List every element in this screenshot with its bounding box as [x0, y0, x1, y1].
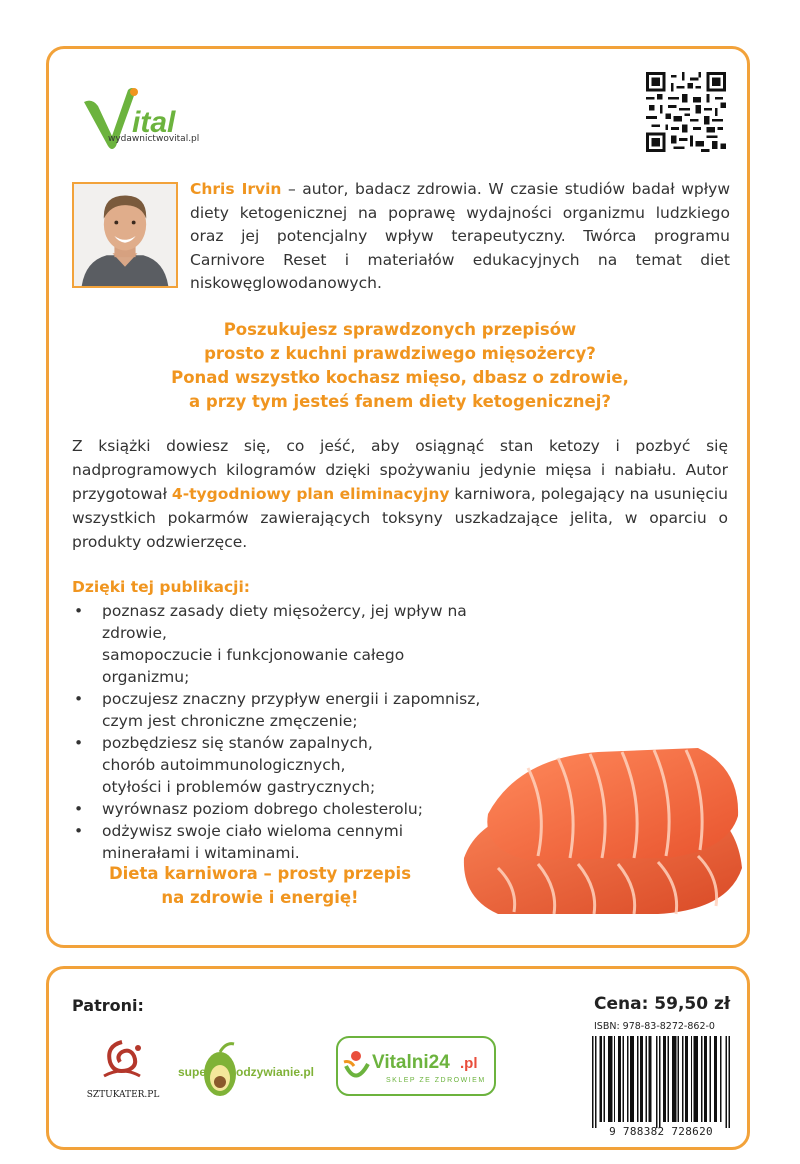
description-highlight: 4-tygodniowy plan eliminacyjny — [171, 485, 450, 503]
closing-line-2: na zdrowie i energię! — [161, 888, 359, 907]
book-description — [72, 434, 728, 554]
benefits-title: Dzięki tej publikacji: — [72, 578, 250, 596]
sztukater-label: SZTUKATER.PL — [86, 1090, 160, 1100]
sponsor2-text-b: odzywianie.pl — [236, 1065, 315, 1079]
description-part-1: Z książki dowiesz się, co jeść, aby osiągnąć stan ketozy i pozbyć się nadprogramowych kilogramów dzięki spożywaniu jedynie mięsa i nabiału. Autor przygotował — [72, 437, 728, 503]
hook-questions — [80, 318, 720, 414]
patrons-label: Patroni: — [72, 996, 144, 1015]
list-item: • poczujesz znaczny przypływ energii i zapomnisz, czym jest chroniczne zmęczenie; — [74, 690, 481, 730]
publisher-url: wydawnictwovital.pl — [108, 134, 200, 144]
author-bio — [190, 178, 730, 296]
hook-line-4: a przy tym jesteś fanem diety ketogenicznej? — [189, 392, 611, 411]
superodzywianie-logo — [178, 1034, 328, 1104]
author-name: Chris Irvin — [190, 180, 282, 198]
hook-line-2: prosto z kuchni prawdziwego mięsożercy? — [204, 344, 596, 363]
description-part-2: karniwora, polegający na usunięciu wszystkich pokarmów zawierających toksyny uszkadzające jelita, w oparciu o produkty odzwierzęce. — [72, 485, 728, 551]
list-item: • pozbędziesz się stanów zapalnych, chorób autoimmunologicznych, otyłości i problemów gastrycznych; — [74, 734, 376, 796]
benefits-list — [72, 600, 492, 864]
closing-slogan — [70, 862, 450, 910]
author-bio-text: – autor, badacz zdrowia. W czasie studiów badał wpływ diety ketogenicznej na poprawę wydajności organizmu ludzkiego oraz jej potencjalny wpływ terapeutyczny. Twórca programu Carnivore Reset i materiałów edukacyjnych na temat diet niskowęglowodanowych. — [190, 180, 730, 292]
closing-line-1: Dieta karniwora – prosty przepis — [108, 864, 412, 883]
barcode-number: 9 788382 728620 — [609, 1125, 713, 1138]
list-item: • wyrównasz poziom dobrego cholesterolu; — [74, 800, 423, 818]
sponsor3-text-a: Vitalni24 — [372, 1052, 450, 1073]
hook-line-3: Ponad wszystko kochasz mięso, dbasz o zdrowie, — [171, 368, 629, 387]
list-item: • poznasz zasady diety mięsożercy, jej wpływ na zdrowie, samopoczucie i funkcjonowanie całego organizmu; — [74, 602, 467, 686]
sponsor3-tagline: SKLEP ZE ZDROWIEM — [386, 1077, 486, 1084]
vitalni24-logo — [336, 1036, 496, 1096]
isbn: ISBN: 978-83-8272-862-0 — [594, 1021, 715, 1032]
hook-line-1: Poszukujesz sprawdzonych przepisów — [223, 320, 577, 339]
list-item: • odżywisz swoje ciało wieloma cennymi minerałami i witaminami. — [74, 822, 404, 862]
sponsor2-text-a: super — [178, 1065, 211, 1079]
barcode — [592, 1036, 730, 1128]
author-photo — [72, 182, 178, 288]
sponsor3-text-b: .pl — [460, 1055, 478, 1072]
qr-code — [646, 72, 726, 152]
salmon-fillet-image — [458, 738, 748, 918]
logo-text: ital — [132, 106, 176, 139]
price: Cena: 59,50 zł — [594, 994, 731, 1014]
